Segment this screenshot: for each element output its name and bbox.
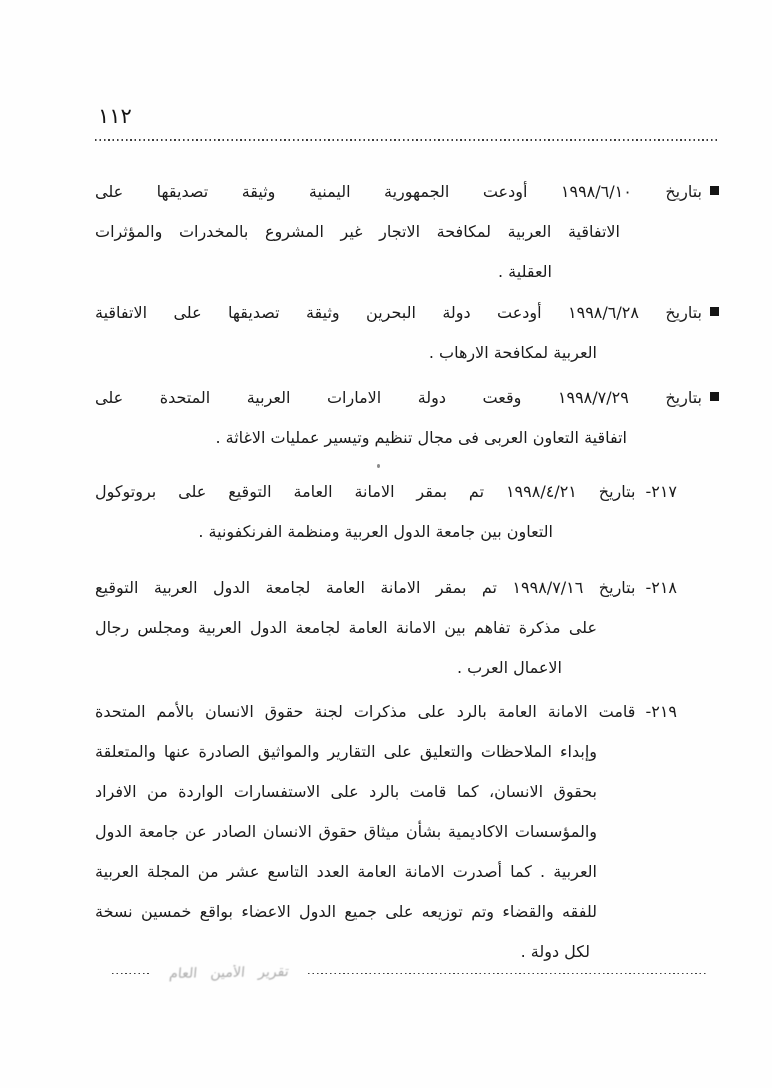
paragraph-line: العقلية . [497,262,552,281]
bullet-square-icon [710,392,719,401]
footer-dotted-rule-right [308,972,707,974]
footer-faint-stamp: تقرير الأمين العام [168,963,290,983]
footer-dotted-rule-left [112,972,150,974]
paragraph-line: وإبداء الملاحظات والتعليق على التقارير والمواثيق الصادرة عنها والمتعلقة [95,742,597,761]
paragraph-line: اتفاقية التعاون العربى فى مجال تنظيم وتيسير عمليات الاغاثة . [215,428,627,447]
paragraph-line: الاعمال العرب . [456,658,562,677]
page-number: ١١٢ [98,104,132,128]
paragraph-line: لكل دولة . [520,942,590,961]
item-number: ٢١٨- [645,578,678,597]
paragraph-line [95,692,677,732]
paragraph-line [95,472,677,512]
item-number: ٢١٧- [645,482,677,501]
paragraph-line: العربية لمكافحة الارهاب . [428,343,597,362]
scan-ink-speck [377,464,380,468]
paragraph-line: التعاون بين جامعة الدول العربية ومنظمة الفرنكفونية . [198,522,553,541]
bullet-paragraph [95,172,719,292]
bullet-paragraph [95,293,719,373]
paragraph-line: للفقه والقضاء وتم توزيعه على جميع الدول الاعضاء بواقع خمسين نسخة [95,902,597,921]
paragraph-line: والمؤسسات الاكاديمية بشأن ميثاق حقوق الانسان الصادر عن جامعة الدول [95,822,597,841]
paragraph-line: بحقوق الانسان، كما قامت بالرد على الاستفسارات الواردة من الافراد [95,782,597,801]
paragraph-line: على مذكرة تفاهم بين الامانة العامة لجامعة الدول العربية ومجلس رجال [95,618,597,637]
paragraph-line-text: قامت الامانة العامة بالرد على مذكرات لجنة حقوق الانسان بالأمم المتحدة [95,702,636,721]
paragraph-line: بتاريخ ١٩٩٨/٦/٢٨ أودعت دولة البحرين وثيقة تصديقها على الاتفاقية [95,303,703,322]
bullet-square-icon [710,307,719,316]
item-number: ٢١٩- [645,702,677,721]
paragraph-line: بتاريخ ١٩٩٨/٧/٢٩ وقعت دولة الامارات العربية المتحدة على [95,388,702,407]
paragraph-line-text: بتاريخ ١٩٩٨/٤/٢١ تم بمقر الامانة العامة التوقيع على بروتوكول [95,482,636,501]
numbered-paragraph [95,472,677,552]
paragraph-line [95,568,677,608]
numbered-paragraph [95,568,677,688]
bullet-square-icon [710,186,719,195]
bullet-paragraph [95,378,719,458]
paragraph-line: العربية . كما أصدرت الامانة العامة العدد التاسع عشر من المجلة العربية [95,862,597,881]
header-dotted-rule [95,138,720,141]
paragraph-line: الاتفاقية العربية لمكافحة الاتجار غير المشروع بالمخدرات والمؤثرات [95,222,620,241]
footer [112,958,707,988]
paragraph-line-text: بتاريخ ١٩٩٨/٧/١٦ تم بمقر الامانة العامة لجامعة الدول العربية التوقيع [95,578,636,597]
numbered-paragraph [95,692,677,972]
paragraph-line: بتاريخ ١٩٩٨/٦/١٠ أودعت الجمهورية اليمنية وثيقة تصديقها على [95,182,702,201]
